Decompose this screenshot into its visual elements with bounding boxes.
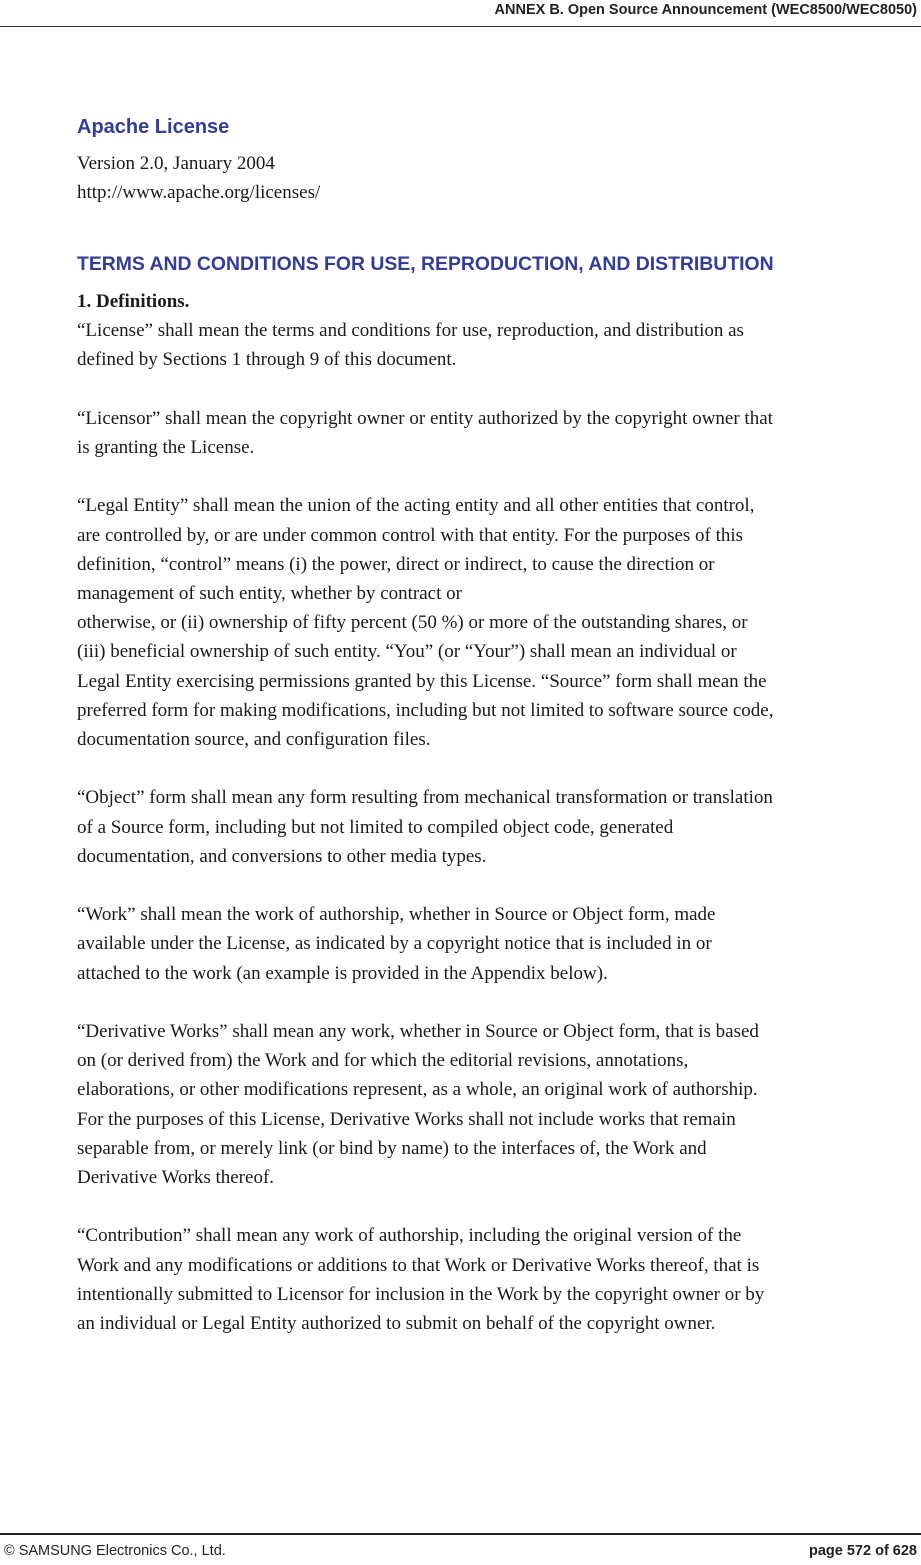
paragraph-line: of a Source form, including but not limited to compiled object code, generated <box>77 816 674 838</box>
paragraph-line: defined by Sections 1 through 9 of this document. <box>77 349 457 371</box>
definition-paragraph <box>77 1017 921 1192</box>
header-title: ANNEX B. Open Source Announcement (WEC8500/WEC8050) <box>494 2 917 18</box>
paragraph-line: Legal Entity exercising permissions granted by this License. “Source” form shall mean the <box>77 670 767 692</box>
footer-copyright: © SAMSUNG Electronics Co., Ltd. <box>4 1543 226 1559</box>
definition-paragraph <box>77 783 921 871</box>
definition-paragraph <box>77 900 921 988</box>
paragraph-line: is granting the License. <box>77 437 255 458</box>
paragraph-line: “License” shall mean the terms and conditions for use, reproduction, and distribution as <box>77 320 744 342</box>
paragraph-line: documentation source, and configuration files. <box>77 729 431 751</box>
paragraph-line: documentation, and conversions to other media types. <box>77 845 487 867</box>
terms-heading: TERMS AND CONDITIONS FOR USE, REPRODUCTION, AND DISTRIBUTION <box>77 253 774 275</box>
definition-paragraph <box>77 404 921 462</box>
definition-paragraph <box>77 316 921 374</box>
paragraph-line: “Legal Entity” shall mean the union of the acting entity and all other entities that control, <box>77 495 755 517</box>
paragraph-line: preferred form for making modifications, including but not limited to software source code, <box>77 699 774 721</box>
paragraph-line: intentionally submitted to Licensor for inclusion in the Work by the copyright owner or by <box>77 1283 765 1305</box>
paragraph-line: an individual or Legal Entity authorized to submit on behalf of the copyright owner. <box>77 1313 716 1335</box>
footer-page-number: page 572 of 628 <box>809 1543 917 1559</box>
paragraph-line: elaborations, or other modifications represent, as a whole, an original work of authorship. <box>77 1079 758 1101</box>
definition-paragraph <box>77 491 921 754</box>
section-heading: 1. Definitions. <box>77 291 190 312</box>
paragraph-line: “Contribution” shall mean any work of authorship, including the original version of the <box>77 1225 742 1247</box>
paragraph-line: For the purposes of this License, Derivative Works shall not include works that remain <box>77 1108 736 1130</box>
header-divider <box>0 26 921 27</box>
paragraph-line: “Licensor” shall mean the copyright owner or entity authorized by the copyright owner that <box>77 407 773 429</box>
license-body <box>77 287 921 1367</box>
paragraph-line: Derivative Works thereof. <box>77 1167 275 1189</box>
paragraph-line: otherwise, or (ii) ownership of fifty percent (50 %) or more of the outstanding shares, or <box>77 612 748 634</box>
paragraph-line: “Derivative Works” shall mean any work, whether in Source or Object form, that is based <box>77 1021 759 1042</box>
definition-paragraph <box>77 1221 921 1338</box>
paragraph-line: on (or derived from) the Work and for which the editorial revisions, annotations, <box>77 1050 689 1072</box>
paragraph-line: “Work” shall mean the work of authorship, whether in Source or Object form, made <box>77 904 716 926</box>
paragraph-line: definition, “control” means (i) the power, direct or indirect, to cause the direction or <box>77 553 715 575</box>
paragraph-line: Work and any modifications or additions to that Work or Derivative Works thereof, that is <box>77 1254 760 1276</box>
paragraph-line: management of such entity, whether by contract or <box>77 583 462 604</box>
license-title: Apache License <box>77 116 230 138</box>
footer-divider <box>0 1533 921 1535</box>
paragraph-line: (iii) beneficial ownership of such entity. “You” (or “Your”) shall mean an individual or <box>77 641 737 663</box>
paragraph-list <box>77 316 921 1338</box>
license-url: http://www.apache.org/licenses/ <box>77 182 321 203</box>
paragraph-line: “Object” form shall mean any form resulting from mechanical transformation or translation <box>77 787 773 809</box>
paragraph-line: separable from, or merely link (or bind by name) to the interfaces of, the Work and <box>77 1137 707 1159</box>
paragraph-line: available under the License, as indicated by a copyright notice that is included in or <box>77 933 712 955</box>
license-version: Version 2.0, January 2004 <box>77 153 275 174</box>
paragraph-line: are controlled by, or are under common control with that entity. For the purposes of this <box>77 524 744 546</box>
paragraph-line: attached to the work (an example is provided in the Appendix below). <box>77 962 608 984</box>
